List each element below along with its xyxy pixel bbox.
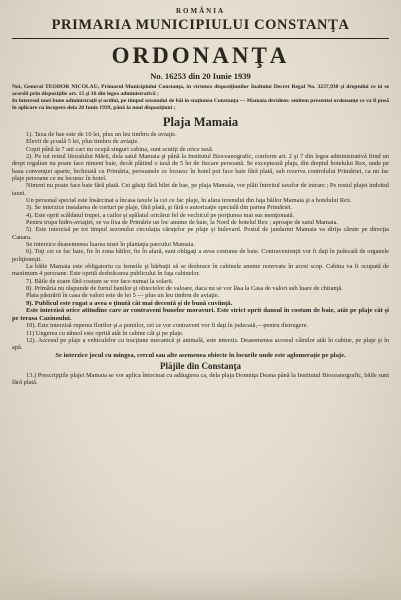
institution-heading: PRIMARIA MUNICIPIULUI CONSTANŢA	[51, 17, 350, 33]
footer-block	[12, 372, 389, 387]
article-line: Copii până la 7 ani cari nu ocupă singuri cabina, sunt scutiţi de orice taxă.	[26, 145, 214, 153]
article-line: 10). Este interzisă ruperea florilor şi a pomilor, cei ce vor contraveni vor fi daţi în judecată,—pentru distrugere.	[26, 322, 309, 330]
article-line: 7). Băile de soare fără costum se vor face numai la solarii.	[26, 277, 174, 285]
article-line: 4). Este oprit scăldatul trupei, a cailor şi spălatul oricărui fel de vechicul pe porţiunea mai sus menţionată.	[26, 211, 295, 219]
header-divider	[12, 38, 389, 39]
article-line: 12). Accesul pe plaje a vehiculelor cu tracţiune mecanică şi animală, este interzis. Deasemenea accesul câinilor atât în cabine, pe plaje şi în apă.	[12, 336, 389, 352]
preamble-paragraph-2: In interesul unei bune administraţii şi ordini, pe timpul sezonului de băi în staţiunea Constanţa — Mamaia decidem: emitem prezentei ordonanţe ce va fi pusă în aplicare cu începere dela 20 Iunie 1939, până la noui dispoziţiuni ;	[12, 98, 389, 112]
page-edge-fade	[0, 570, 401, 600]
article-line: Pentru trupa hidro-aviaţiei, se va fixa de Primărie un loc anume de baie, la Nord de hotelul Rex ; aproape de satul Mamaia.	[26, 218, 338, 226]
footer-article: 13.) Prescripţiile plajei Mamaia se vor aplica întocmai cu adăugirea ca, dela plaja Domniţa Deana până la Institutul Bioceanografic, băile sunt fără plată.	[12, 372, 389, 387]
article-line: 2). Pe tot restul litoralului Mării, dela satul Mamaia şi până la Institutul Bioceanografic, conform art. 2 şi 7 din legea administrativă fiind un drept regalian nu poate face nimeni baie, decât plătind o taxă de 5 lei de fiecare persoană. Se exceptează plaja, din dreptul hotelului Rex, unde pe baza convenţiei aparte, încheiată cu Primăria, persoanele ce locuesc în hotel pot face baie fără plată, sub rezerva controlului Primăriei, ca nu fac plaje persoane ce nu locuesc în hotel.	[12, 152, 389, 182]
article-9-bold-continued: Este interzisă orice atitudine care ar contraveni bunelor moravuri. Este strict oprit dansul în costum de baie, atât pe plaje cât şi pe terasa Cazinoului.	[12, 307, 389, 322]
article-line: Nimeni nu poate face baie fără plată. Cei găsiţi fără bilet de bae, pe plaja Mamaia, vor plăti întreitul taxelor de intrare ; Pe restul plajei indoitul taxei.	[12, 182, 389, 197]
section-title-mamaia: Plaja Mamaia	[162, 114, 239, 129]
article-line: 11) Ungerea cu nămol este oprită atât în cabine cât şi pe plaje.	[26, 329, 184, 337]
article-line: Elevii de şcoală 5 lei, plus timbru de aviaţie.	[26, 138, 139, 146]
article-line: 5). Este interzisă pe tot timpul sezonului circulaţia căruţelor pe plaje şi bulevard. Postul de jandarmi Mamaia va dirija cărute pe direcţia Canara.	[12, 226, 389, 241]
articles-block	[12, 131, 389, 300]
article-line: Plata păstrării în casa de valori este de lei 5 — plus un leu timbru de aviaţie.	[26, 292, 220, 300]
section-title-constanta: Plăjile din Constanţa	[159, 361, 241, 372]
article-line: Un personal special este însărcinat a încasa taxele la cei ce fac plaje, în afara terenului din faţa băilor Mamaia şi a hotelului Rex.	[26, 196, 352, 204]
document-title: ORDONANŢA	[111, 43, 290, 68]
article-line: 3). Se interzice instalarea de corturi pe plaje, fără plată, şi fără o autorizaţie specială din partea Primăriei.	[26, 204, 293, 212]
country-heading: ROMÂNIA	[176, 7, 225, 15]
article-9-bold: 9). Publicul este rugat a avea o ţinută cât mai decentă şi de bună cuviinţă.	[26, 299, 233, 307]
article-line: Se interzice deasemenea luarea nisei în plantaţia parcului Mamaia.	[26, 240, 195, 248]
articles-block-b	[12, 322, 389, 351]
preamble-paragraph-1: Noi, General TEODOR NICOLAU, Primarul Municipiului Constanţa, în virtutea dispoziţiunilor Inaltului Decret Regal No. 3237,938 şi dreptului ce ni se acordă prin dispoziţiile art. 15 şi 16 din legea administrativă ;	[12, 84, 389, 97]
document-number: No. 16253 din 20 Iunie 1939	[150, 71, 251, 81]
article-line: La băile Mamaia este obligatoriu ca femeile şi bărbaţii să se desbrace în cabinele anume rezervate în acest scop. Cabina va fi ocupată de maximum 4 persoane. Este oprită desbrăcarea publicului în faţa cabinelor.	[12, 263, 389, 278]
article-line: 6). Toţi cei ce fac baie, fie în zona băilor, fie în afară, sunt obligaţi a avea costume de baie. Contravenienţii vor fi daţi în judecată de organele poliţieneşti.	[12, 248, 389, 263]
article-line: 8). Primăria nu răspunde de furtul banilor şi obiectelor de valoare, daca nu se vor lăsa la Casa de valori sub luare de chitanţă.	[26, 285, 343, 293]
article-line: 1). Taxa de bae este de 10 lei, plus un leu timbru de aviaţie.	[26, 130, 177, 138]
ball-games-notice: Se interzice jocul cu mingea, cercul sau alte asemenea obiecte în locurile unde este aglomeraţie pe plaje.	[55, 351, 346, 359]
